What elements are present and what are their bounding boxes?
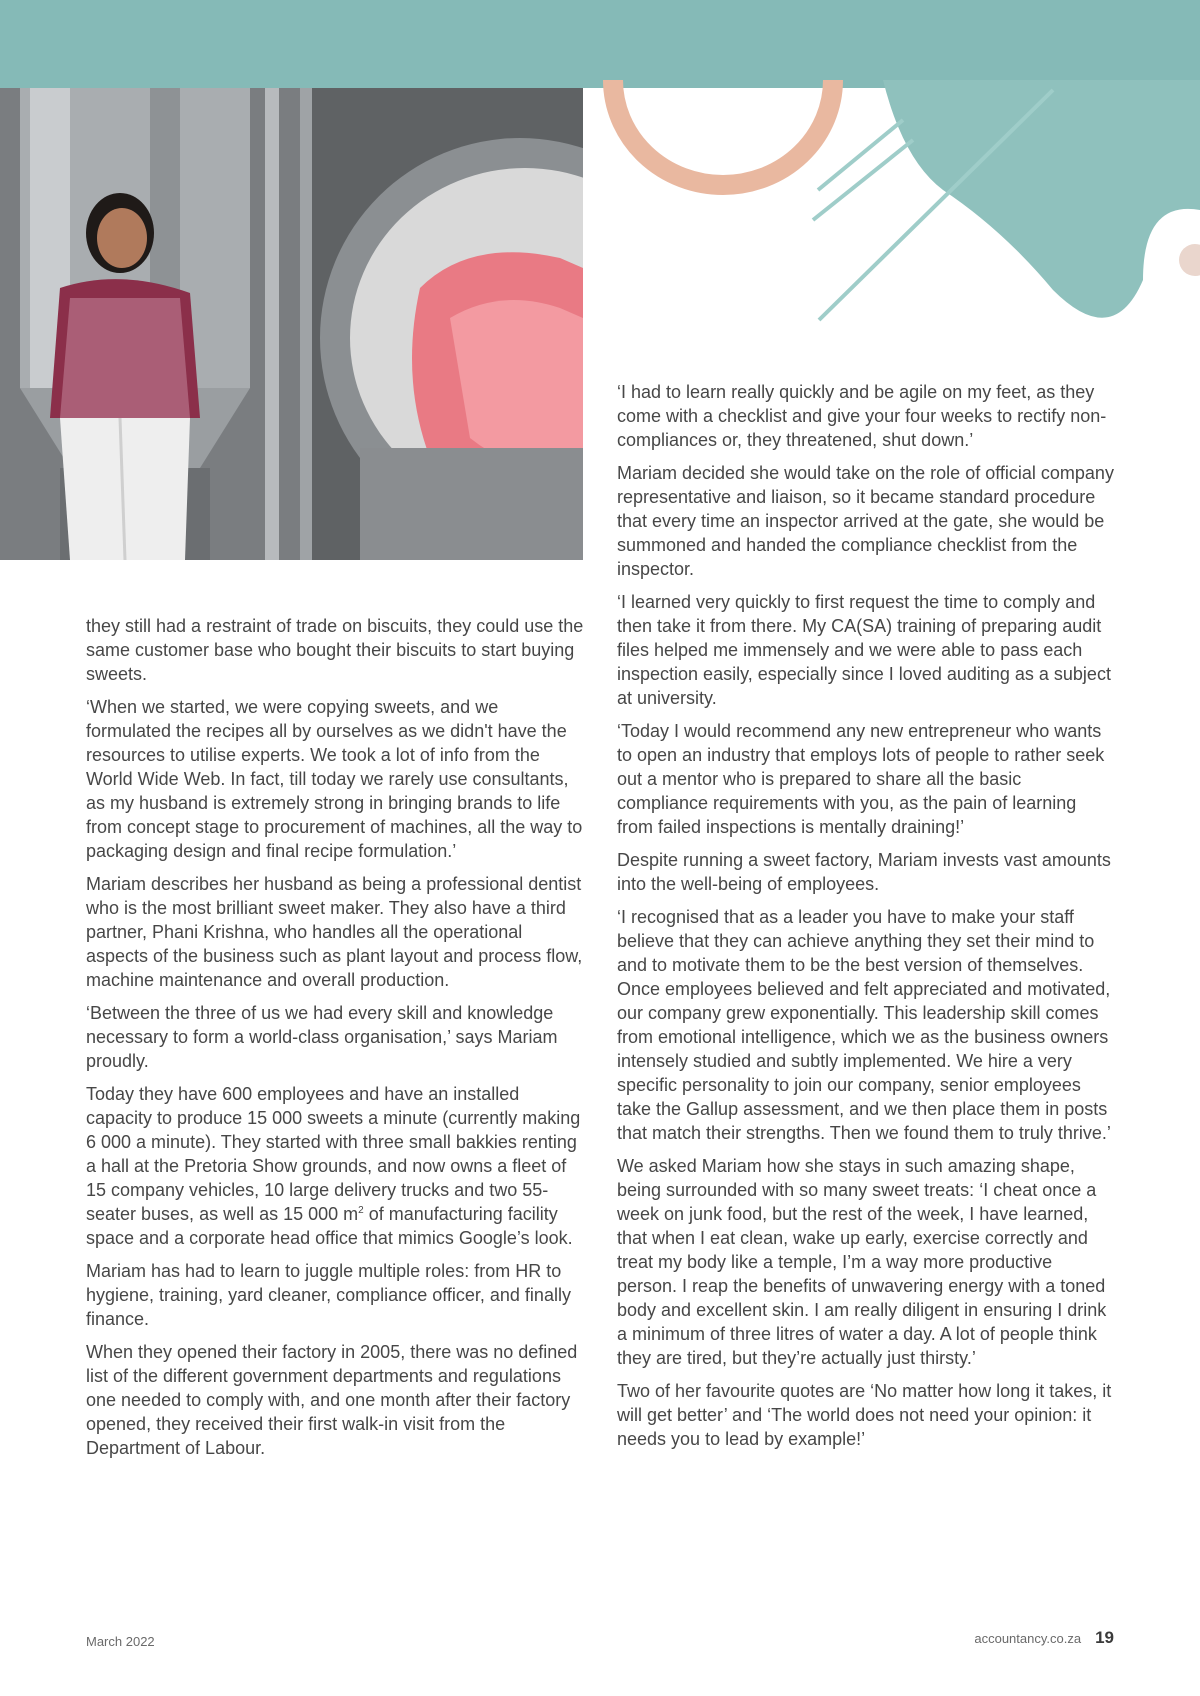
paragraph: Mariam decided she would take on the role of official company representative and liaison, so it became standard procedure that every time an inspector arrived at the gate, she would be summoned and handed the compliance checklist from the inspector.: [617, 463, 1114, 579]
paragraph: When they opened their factory in 2005, there was no defined list of the different government departments and regulations one needed to comply with, and one month after their factory opened, they received their first walk-in visit from the Department of Labour.: [86, 1342, 578, 1458]
paragraph: ‘Today I would recommend any new entrepreneur who wants to open an industry that employs lots of people to rather seek out a mentor who is prepared to share all the basic compliance requirements with you, as the pain of learning from failed inspections is mentally draining!’: [617, 721, 1105, 837]
paragraph: ‘I learned very quickly to first request the time to comply and then take it from there. My CA(SA) training of preparing audit files helped me immensely and we were able to pass each inspection easily, especially since I loved auditing as a subject at university.: [617, 592, 1111, 708]
article-photo: [0, 88, 583, 560]
header-band: [0, 0, 1200, 88]
superscript: 2: [358, 1205, 364, 1216]
paragraph: they still had a restraint of trade on biscuits, they could use the same customer base who bought their biscuits to start buying sweets.: [86, 616, 584, 684]
paragraph: Mariam has had to learn to juggle multiple roles: from HR to hygiene, training, yard cleaner, compliance officer, and finally finance.: [86, 1261, 571, 1329]
factory-photo-illustration: [0, 88, 583, 560]
footer-date: March 2022: [86, 1634, 155, 1649]
decorative-shapes: [583, 80, 1200, 340]
teal-blob-shape: [883, 80, 1200, 318]
paragraph-text: of manufacturing facility space and a corporate head office that mimics Google’s look.: [86, 1204, 573, 1248]
paragraph-text: Today they have 600 employees and have an installed capacity to produce 15 000 sweets a minute (currently making 6 000 a minute). They started with three small bakkies renting a hall at the Pretoria Show grounds, and now owns a fleet of 15 company vehicles, 10 large delivery trucks and two 55-seater buses, as well as 15 000 m: [86, 1084, 581, 1224]
paragraph: We asked Mariam how she stays in such amazing shape, being surrounded with so many sweet treats: ‘I cheat once a week on junk food, but the rest of the week, I have learned, that when I eat clean, wake up early, exercise correctly and treat my body like a temple, I’m a way more productive person. I reap the benefits of unwavering energy with a toned body and excellent skin. I am really diligent in ensuring I drink a minimum of three litres of water a day. A lot of people think they are tired, but they’re actually just thirsty.’: [617, 1156, 1107, 1368]
paragraph: ‘I had to learn really quickly and be agile on my feet, as they come with a checklist and give your four weeks to rectify non-compliances or, they threatened, shut down.’: [617, 382, 1107, 450]
paragraph: Despite running a sweet factory, Mariam invests vast amounts into the well-being of employees.: [617, 850, 1111, 894]
page-number: 19: [1095, 1628, 1114, 1647]
paragraph: ‘I recognised that as a leader you have to make your staff believe that they can achieve anything they set their mind to and to motivate them to be the best version of themselves. Once employees believed and felt appreciated and motivated, our company grew exponentially. This leadership skill comes from emotional intelligence, which we as the business owners intensely studied and subtly implemented. We hire a very specific personality to join our company, senior employees take the Gallup assessment, and we then place them in posts that match their strengths. Then we found them to truly thrive.’: [617, 907, 1111, 1143]
footer-site-url: accountancy.co.za: [974, 1631, 1082, 1646]
peach-ring-arc: [613, 80, 833, 185]
right-column: [617, 380, 1117, 1460]
paragraph: Two of her favourite quotes are ‘No matter how long it takes, it will get better’ and ‘The world does not need your opinion: it needs you to lead by example!’: [617, 1381, 1112, 1449]
paragraph: Mariam describes her husband as being a professional dentist who is the most brilliant sweet maker. They also have a third partner, Phani Krishna, who handles all the operational aspects of the business such as plant layout and process flow, machine maintenance and overall production.: [86, 874, 583, 990]
footer-site: [974, 1628, 1114, 1648]
peach-dot: [1179, 244, 1200, 276]
paragraph: ‘Between the three of us we had every skill and knowledge necessary to form a world-class organisation,’ says Mariam proudly.: [86, 1003, 558, 1071]
paragraph: ‘When we started, we were copying sweets, and we formulated the recipes all by ourselves as we didn't have the resources to utilise experts. We took a lot of info from the World Wide Web. In fact, till today we rarely use consultants, as my husband is extremely strong in bringing brands to life from concept stage to procurement of machines, all the way to packaging design and final recipe formulation.’: [86, 697, 583, 861]
paragraph: [86, 1082, 586, 1250]
left-column: [86, 614, 586, 1469]
